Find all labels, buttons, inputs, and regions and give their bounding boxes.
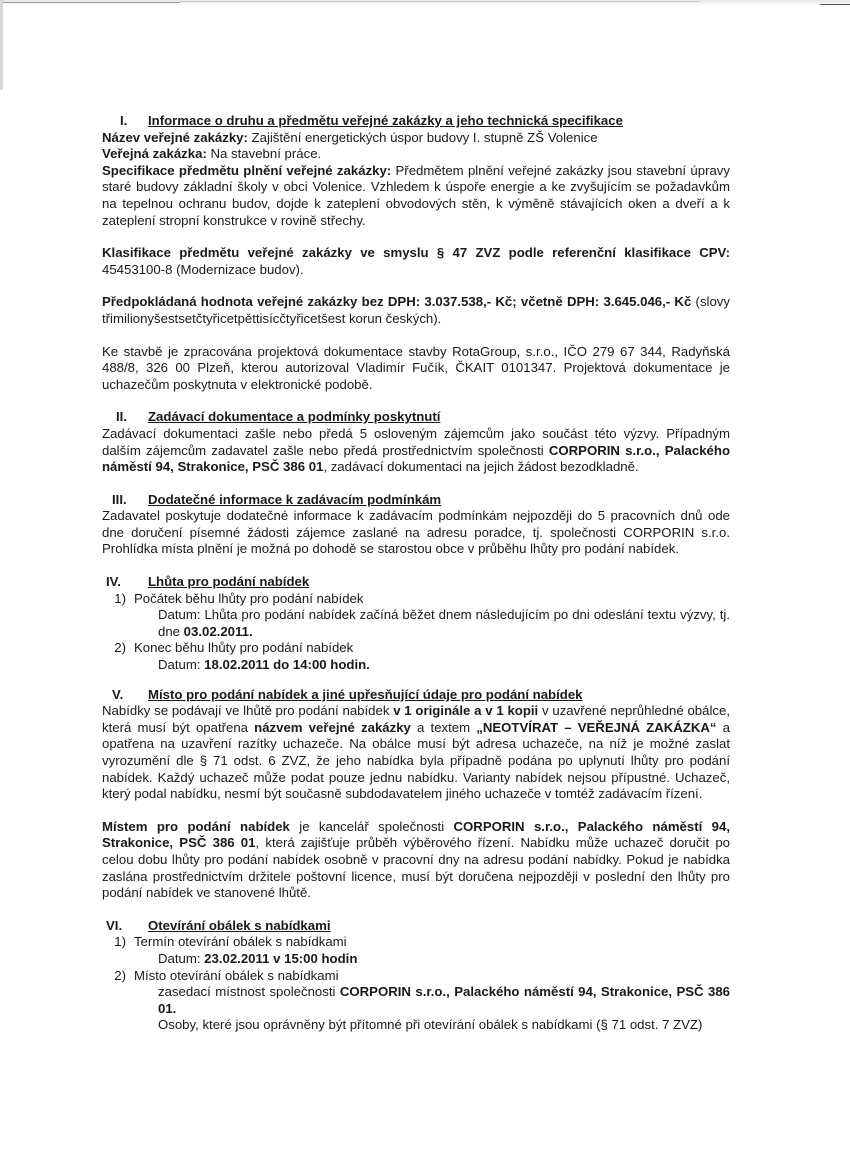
text-part: je kancelář společnosti — [289, 818, 454, 834]
submission-place — [102, 819, 730, 902]
section-number: IV. — [106, 574, 121, 590]
envelope-label: „NEOTVÍRAT – VEŘEJNÁ ZAKÁZKA“ — [476, 719, 717, 735]
text-part: Nabídky se podávají ve lhůtě pro podání nabídek — [102, 703, 394, 719]
contract-type — [102, 146, 730, 163]
section-number: V. — [112, 686, 124, 702]
section-heading — [116, 409, 730, 426]
list-item-title: Počátek běhu lhůty pro podání nabídek — [134, 590, 364, 606]
price-words: (slovy třimilionyšestsetčtyřicetpěttisícčtyřicetšest korun českých). — [102, 294, 730, 326]
corporin-address: CORPORIN s.r.o., Palackého náměstí 94, Strakonice, PSČ 386 01 — [102, 818, 730, 851]
corporin-address: CORPORIN s.r.o., Palackého náměstí 94, Strakonice, PSČ 386 01. — [158, 984, 730, 1016]
list-item-detail — [134, 657, 730, 674]
text-part: v uzavřené neprůhledné obálce, která musí být opatřena — [102, 703, 730, 735]
list-item — [102, 640, 730, 673]
contract-type-value: Na stavební práce. — [206, 146, 322, 162]
list-item-number: 2) — [114, 967, 126, 983]
document-page — [102, 113, 730, 1034]
price-label: Předpokládaná hodnota veřejné zakázky bez DPH: 3.037.538,- Kč; včetně DPH: 3.645.046,- Kč — [102, 294, 692, 310]
text-part: a textem — [410, 719, 477, 735]
section-title: Lhůta pro podání nabídek — [148, 574, 310, 590]
estimated-value — [102, 294, 730, 327]
list-item-detail — [134, 984, 730, 1017]
detail-text: zasedací místnost společnosti — [158, 984, 340, 1000]
detail-text: Datum: Lhůta pro podání nabídek začíná běžet dnem následujícím po dni odeslání textu výzvy, tj. dne — [158, 607, 730, 639]
submission-place-label: Místem pro podání nabídek — [102, 818, 290, 834]
list-item — [102, 934, 730, 967]
list-item-title: Místo otevírání obálek s nabídkami — [134, 967, 339, 983]
corporin-address: CORPORIN s.r.o., Palackého náměstí 94, Strakonice, PSČ 386 01 — [102, 442, 730, 475]
detail-text: Datum: — [158, 950, 205, 966]
cpv-value: 45453100-8 (Modernizace budov). — [102, 261, 304, 277]
section-title: Informace o druhu a předmětu veřejné zakázky a jeho technická specifikace — [148, 113, 623, 128]
contract-name-requirement: názvem veřejné zakázky — [254, 719, 411, 735]
list-item — [102, 591, 730, 641]
specification-label: Specifikace předmětu plnění veřejné zakázky: — [102, 162, 392, 178]
contract-type-label: Veřejná zakázka: — [102, 146, 207, 162]
list-item-detail — [134, 607, 730, 640]
opening-date: 23.02.2011 v 15:00 hodin — [204, 950, 358, 966]
section-title: Místo pro podání nabídek a jiné upřesňující údaje pro podání nabídek — [148, 686, 583, 702]
start-date: 03.02.2011. — [183, 623, 253, 639]
scan-artifact-line — [820, 4, 850, 5]
end-date: 18.02.2011 do 14:00 hodin. — [204, 657, 370, 673]
additional-info-text: Zadavatel poskytuje dodatečné informace k zadávacím podmínkám nejpozději do 5 pracovních dnů ode dne doručení písemné žádosti zájemce zaslané na adresu poradce, tj. společnosti CORPORIN s.r.o. Prohlídka místa plnění je možná po dohodě se starostou obce v průběhu lhůty pro podání nabídek. — [102, 508, 730, 557]
list-item-detail — [134, 951, 730, 968]
contract-specification — [102, 163, 730, 229]
section-heading — [112, 687, 730, 704]
copies-requirement: v 1 originále a v 1 kopii — [393, 703, 539, 719]
detail-text: Datum: — [158, 657, 205, 673]
section-heading — [120, 113, 730, 130]
list-item-number: 1) — [114, 934, 126, 950]
list-item-title: Termín otevírání obálek s nabídkami — [134, 934, 347, 950]
section-title: Otevírání obálek s nabídkami — [148, 917, 331, 933]
section-heading — [112, 492, 730, 509]
documentation-text-part: , zadávací dokumentaci na jejich žádost bezodkladně. — [323, 459, 639, 475]
list-item-title: Konec běhu lhůty pro podání nabídek — [134, 640, 354, 656]
documentation-text-part: Zadávací dokumentaci zašle nebo předá 5 osloveným zájemcům jako součást této výzvy. Případným dalším zájemcům zadavatel zašle nebo předá prostřednictvím společnosti — [102, 425, 730, 458]
cpv-classification — [102, 245, 730, 278]
scan-edge-left — [0, 0, 3, 90]
contract-name-value: Zajištění energetických úspor budovy I. stupně ZŠ Volenice — [247, 129, 598, 145]
section-number: III. — [112, 491, 127, 507]
text-part: , která zajišťuje průběh výběrového řízení. Nabídku může uchazeč doručit po celou dobu lhůty pro podání nabídek osobně v pracovní dny na adresu podání nabídky. Pokud je nabídka zaslána prostřednictvím držitele poštovní licence, musí být doručena nejpozději v poslední den lhůty pro podání nabídek ve stanovené lhůtě. — [102, 835, 730, 901]
documentation-text — [102, 426, 730, 476]
section-number: VI. — [106, 917, 123, 933]
section-number: I. — [120, 113, 128, 128]
section-heading — [106, 918, 730, 935]
list-item-number: 1) — [114, 590, 126, 606]
list-item-number: 2) — [114, 640, 126, 656]
contract-name-label: Název veřejné zakázky: — [102, 129, 248, 145]
section-heading — [106, 574, 730, 591]
submission-rules — [102, 703, 730, 803]
specification-value: Předmětem plnění veřejné zakázky jsou stavební úpravy staré budovy základní školy v obci Volenice. Vzhledem k úspoře energie a ke zvyšujícím se požadavkům na tepelnou ochranu budov, dojde k zateplení obvodových stěn, k výměně stávajících oken a dveří a k zateplení stropní konstrukce v rovině střechy. — [102, 162, 730, 228]
section-number: II. — [116, 409, 127, 425]
scan-artifact-line — [180, 1, 700, 2]
contract-name — [102, 130, 730, 147]
cpv-label: Klasifikace předmětu veřejné zakázky ve smyslu § 47 ZVZ podle referenční klasifikace CPV: — [102, 245, 730, 261]
section-title: Zadávací dokumentace a podmínky poskytnutí — [148, 409, 441, 425]
text-part: a opatřena na uzavření razítky uchazeče. Na obálce musí být adresa uchazeče, na níž je možné zaslat vyrozumění dle § 71 odst. 6 ZVZ, že jeho nabídka byla případně podána po uplynutí lhůty pro podání nabídek. Každý uchazeč může podat pouze jednu nabídku. Varianty nabídek nejsou přípustné. Uchazeč, který podal nabídku, nesmí být současně subdodavatelem jiného uchazeče v tomtéž zadávacím řízení. — [102, 719, 730, 802]
list-item — [102, 968, 730, 1034]
project-documentation: Ke stavbě je zpracována projektová dokumentace stavby RotaGroup, s.r.o., IČO 279 67 344, Radyňská 488/8, 326 00 Plzeň, kterou autorizoval Vladimír Fučík, ČKAIT 0101347. Projektová dokumentace je uchazečům poskytnuta v elektronické podobě. — [102, 343, 730, 392]
scan-artifact-line — [0, 2, 180, 3]
section-title: Dodatečné informace k zadávacím podmínkám — [148, 491, 442, 507]
list-item-detail: Osoby, které jsou oprávněny být přítomné při otevírání obálek s nabídkami (§ 71 odst. 7 ZVZ) — [158, 1017, 703, 1033]
